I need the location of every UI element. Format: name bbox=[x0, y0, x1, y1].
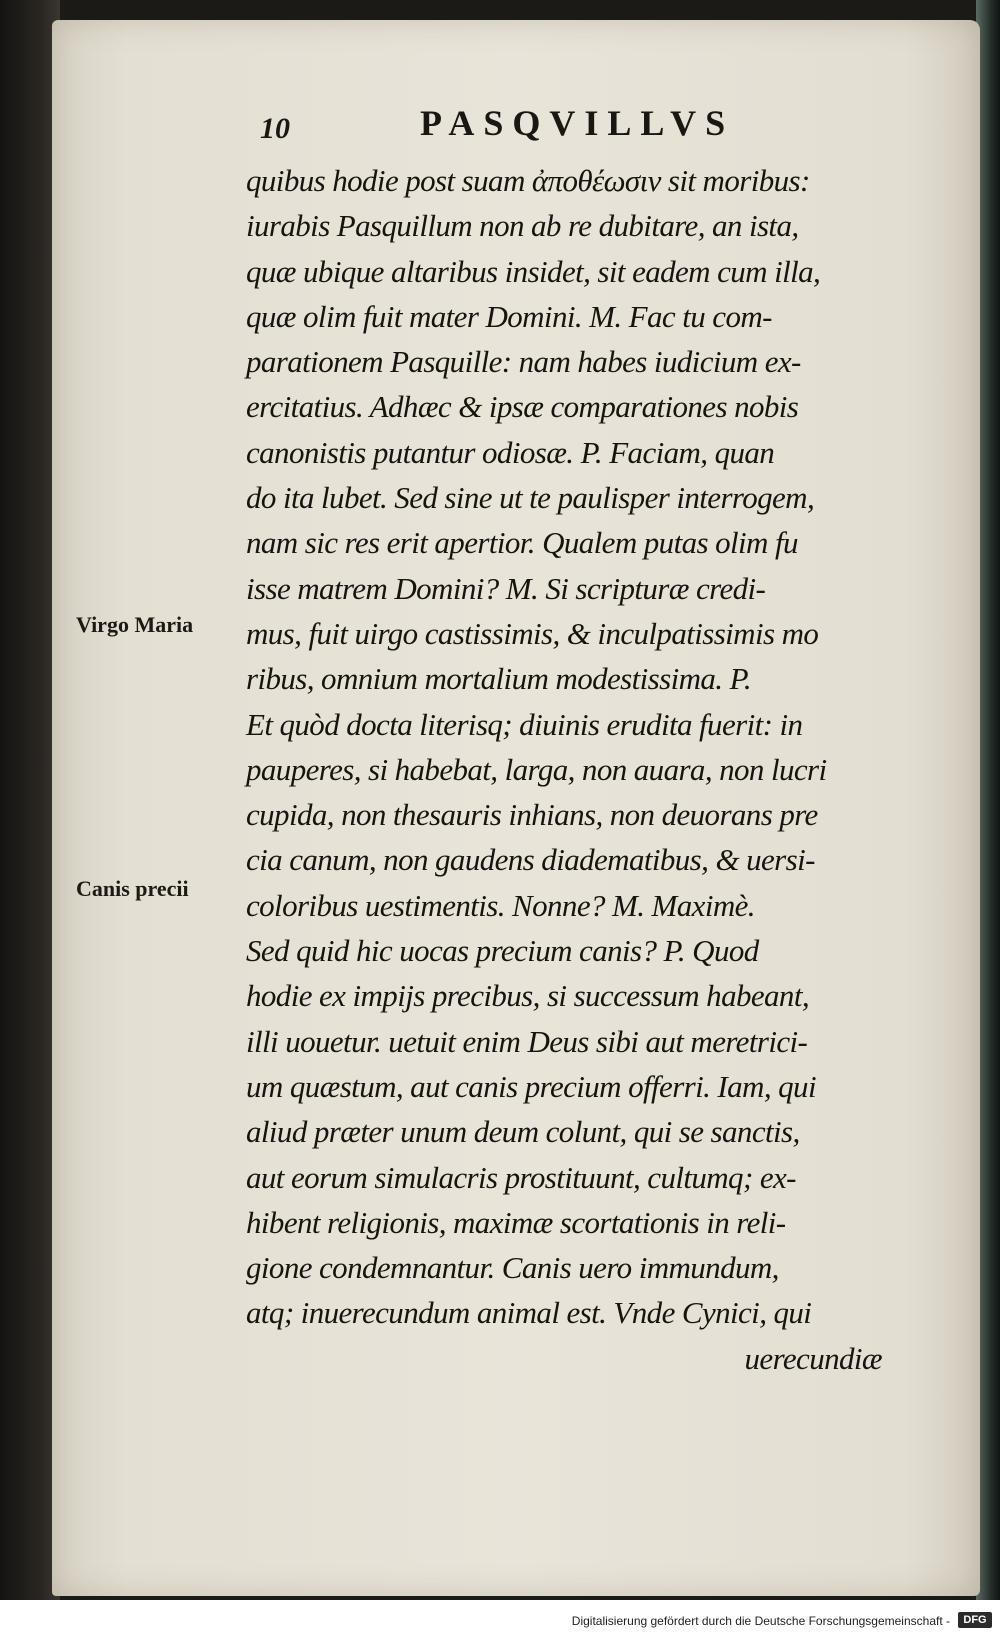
text-line: quibus hodie post suam ἀποθέωσιν sit moribus: bbox=[246, 163, 810, 198]
margin-note-canis-precii: Canis precii bbox=[76, 876, 189, 901]
scan-background-left bbox=[0, 0, 60, 1600]
page-number: 10 bbox=[260, 112, 290, 145]
text-line: isse matrem Domini? M. Si scripturæ credi- bbox=[246, 570, 766, 606]
text-line: gione condemnantur. Canis uero immundum, bbox=[246, 1250, 779, 1286]
text-line: aliud præter unum deum colunt, qui se sanctis, bbox=[246, 1114, 800, 1150]
page-title: PASQVILLVS bbox=[420, 103, 735, 143]
text-line: hodie ex impijs precibus, si successum habeant, bbox=[246, 978, 809, 1014]
text-line: cia canum, non gaudens diadematibus, & uersi- bbox=[246, 842, 815, 878]
text-line: illi uouetur. uetuit enim Deus sibi aut meretrici- bbox=[246, 1023, 808, 1059]
text-line: pauperes, si habebat, larga, non auara, non lucri bbox=[246, 751, 827, 787]
text-line: cupida, non thesauris inhians, non deuorans pre bbox=[246, 797, 818, 833]
running-head bbox=[260, 102, 760, 152]
footer-credit: Digitalisierung gefördert durch die Deutsche Forschungsgemeinschaft - bbox=[571, 1614, 950, 1628]
text-line: Et quòd docta literisq; diuinis erudita fuerit: in bbox=[246, 706, 803, 742]
body-text bbox=[246, 158, 922, 1381]
text-line: iurabis Pasquillum non ab re dubitare, an ista, bbox=[246, 208, 799, 244]
text-line: aut eorum simulacris prostituunt, cultumq; ex- bbox=[246, 1159, 796, 1195]
text-line: um quæstum, aut canis precium offerri. Iam, qui bbox=[246, 1068, 816, 1104]
text-line: atq; inuerecundum animal est. Vnde Cynici, qui bbox=[246, 1295, 812, 1331]
text-line: nam sic res erit apertior. Qualem putas olim fu bbox=[246, 525, 798, 561]
text-line: Sed quid hic uocas precium canis? P. Quod bbox=[246, 933, 759, 969]
text-line: hibent religionis, maximæ scortationis in reli- bbox=[246, 1204, 786, 1240]
text-line: parationem Pasquille: nam habes iudicium ex- bbox=[246, 344, 801, 380]
dfg-logo-icon: DFG bbox=[958, 1612, 992, 1628]
text-line: quæ ubique altaribus insidet, sit eadem cum illa, bbox=[246, 253, 821, 289]
catchword: uerecundiæ bbox=[744, 1340, 882, 1376]
text-line: canonistis putantur odiosæ. P. Faciam, quan bbox=[246, 434, 775, 470]
text-line: ribus, omnium mortalium modestissima. P. bbox=[246, 661, 752, 697]
text-line: mus, fuit uirgo castissimis, & inculpatissimis mo bbox=[246, 615, 819, 651]
footer-bar bbox=[0, 1600, 1000, 1636]
text-line: coloribus uestimentis. Nonne? M. Maximè. bbox=[246, 887, 755, 923]
margin-note-virgo-maria: Virgo Maria bbox=[76, 612, 194, 637]
text-line: quæ olim fuit mater Domini. M. Fac tu com- bbox=[246, 298, 772, 334]
text-line: do ita lubet. Sed sine ut te paulisper interrogem, bbox=[246, 480, 815, 516]
text-line: ercitatius. Adhæc & ipsæ comparationes nobis bbox=[246, 389, 799, 425]
